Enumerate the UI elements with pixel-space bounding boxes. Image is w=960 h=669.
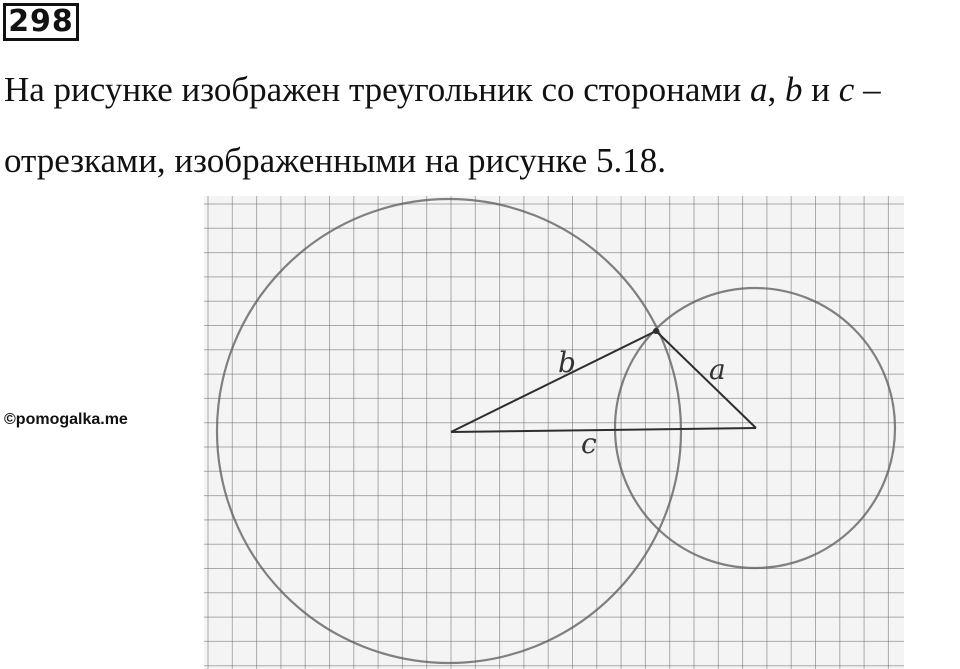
text-dash: – <box>854 70 881 109</box>
figure-5-18 <box>204 196 904 669</box>
label-c: c <box>581 427 597 460</box>
label-b: b <box>558 346 576 379</box>
problem-number: 298 <box>3 3 79 41</box>
side-b <box>451 331 656 432</box>
text-and: и <box>802 70 839 109</box>
vertex-point <box>653 328 659 334</box>
var-a: a <box>750 70 768 109</box>
watermark: ©pomogalka.me <box>4 411 128 428</box>
var-b: b <box>785 70 803 109</box>
problem-text-line-2: отрезками, изображенными на рисунке 5.18. <box>4 141 666 180</box>
problem-text-line-1 <box>4 70 881 110</box>
side-c <box>451 428 756 432</box>
grid-paper <box>204 196 904 669</box>
large-circle <box>217 199 681 663</box>
side-a <box>656 331 756 428</box>
text-comma: , <box>767 70 786 109</box>
label-a: a <box>709 353 726 386</box>
construction-drawing <box>204 196 904 669</box>
text-main: На рисунке изображен треугольник со сторонами <box>4 70 751 109</box>
var-c: c <box>838 70 855 109</box>
